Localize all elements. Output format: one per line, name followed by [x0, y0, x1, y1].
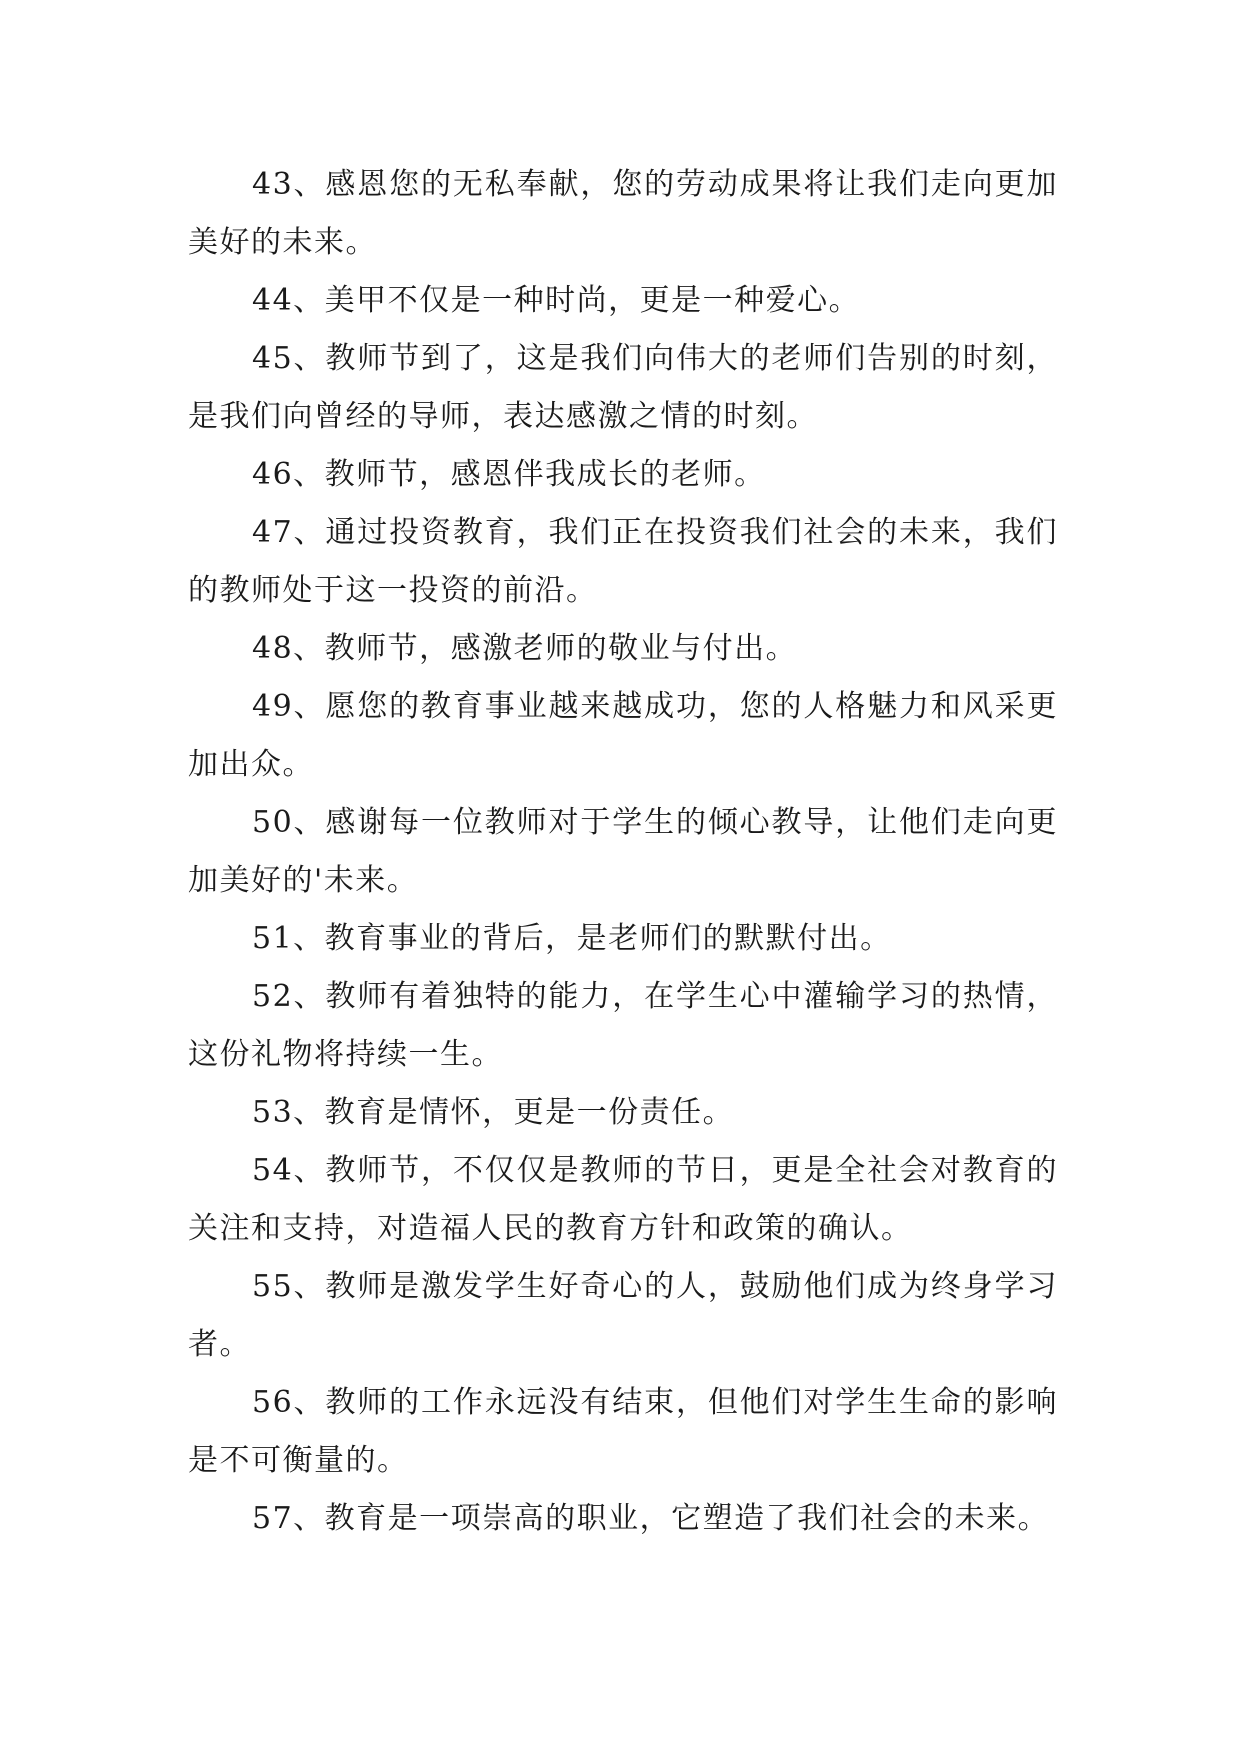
paragraph-51: 51、教育事业的背后，是老师们的默默付出。 — [252, 921, 892, 956]
paragraph-48: 48、教师节，感激老师的敬业与付出。 — [252, 631, 798, 666]
paragraph-53: 53、教育是情怀，更是一份责任。 — [252, 1095, 735, 1130]
paragraph-44: 44、美甲不仅是一种时尚，更是一种爱心。 — [252, 283, 861, 318]
paragraph-46: 46、教师节，感恩伴我成长的老师。 — [252, 457, 766, 492]
paragraph-52: 52、教师有着独特的能力，在学生心中灌输学习的热情，这份礼物将持续一生。 — [188, 979, 1058, 1072]
paragraph-49: 49、愿您的教育事业越来越成功，您的人格魅力和风采更加出众。 — [188, 689, 1058, 782]
paragraph-57: 57、教育是一项崇高的职业，它塑造了我们社会的未来。 — [252, 1501, 1050, 1536]
document-body — [188, 156, 1058, 1548]
paragraph-56: 56、教师的工作永远没有结束，但他们对学生生命的影响是不可衡量的。 — [188, 1385, 1058, 1478]
paragraph-45: 45、教师节到了，这是我们向伟大的老师们告别的时刻，是我们向曾经的导师，表达感激之情的时刻。 — [188, 341, 1058, 434]
paragraph-55: 55、教师是激发学生好奇心的人，鼓励他们成为终身学习者。 — [188, 1269, 1058, 1362]
paragraph-47: 47、通过投资教育，我们正在投资我们社会的未来，我们的教师处于这一投资的前沿。 — [188, 515, 1058, 608]
paragraph-43: 43、感恩您的无私奉献，您的劳动成果将让我们走向更加美好的未来。 — [188, 167, 1058, 260]
paragraph-54: 54、教师节，不仅仅是教师的节日，更是全社会对教育的关注和支持，对造福人民的教育方针和政策的确认。 — [188, 1153, 1058, 1246]
paragraph-50: 50、感谢每一位教师对于学生的倾心教导，让他们走向更加美好的'未来。 — [188, 805, 1058, 898]
